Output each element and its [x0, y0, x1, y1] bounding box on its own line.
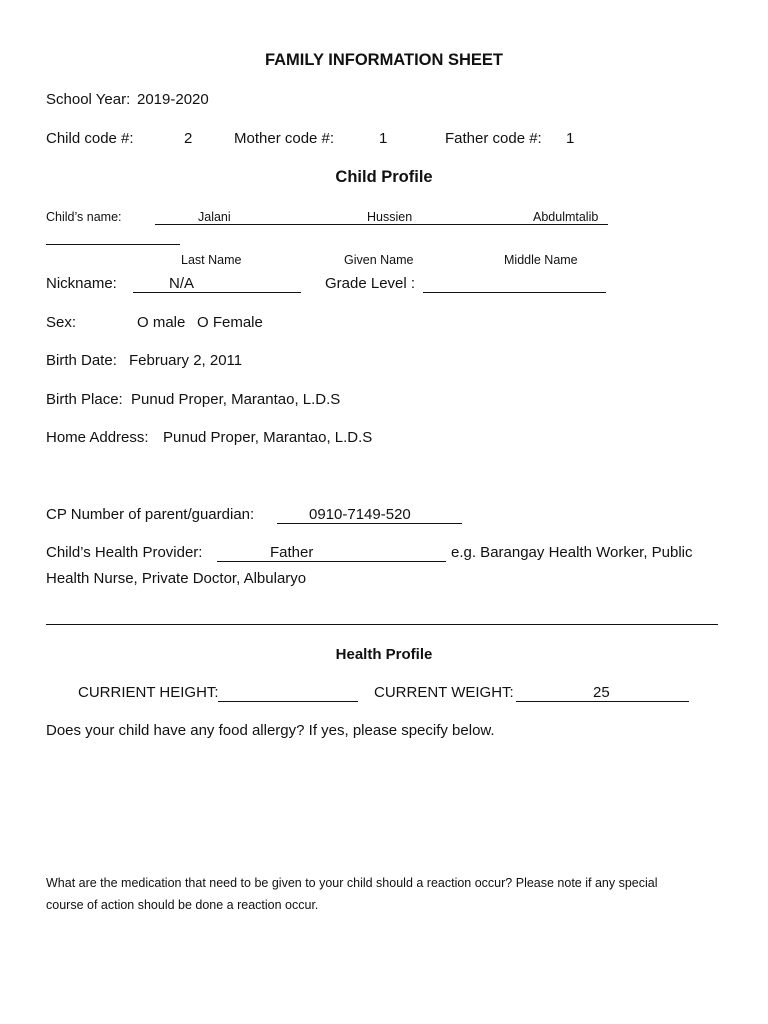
cp-number-value: 0910-7149-520: [309, 506, 411, 523]
nickname-underline: [133, 292, 301, 293]
last-name-caption: Last Name: [181, 253, 242, 267]
child-code-value: 2: [184, 130, 193, 147]
child-name-continuation-line: [46, 244, 180, 245]
height-underline: [218, 701, 358, 702]
weight-label: CURRENT WEIGHT:: [374, 684, 514, 701]
birth-place-value: Punud Proper, Marantao, L.D.S: [131, 391, 341, 408]
height-label: CURRIENT HEIGHT:: [78, 684, 219, 701]
child-profile-heading: Child Profile: [335, 168, 433, 186]
page-title: FAMILY INFORMATION SHEET: [264, 51, 504, 69]
home-address-value: Punud Proper, Marantao, L.D.S: [163, 429, 373, 446]
middle-name-caption: Middle Name: [504, 253, 578, 267]
health-profile-heading: Health Profile: [335, 646, 433, 663]
sex-label: Sex:: [46, 314, 77, 331]
allergy-question: Does your child have any food allergy? If yes, please specify below.: [46, 722, 495, 739]
birth-date-label: Birth Date:: [46, 352, 117, 369]
medication-question-continued: course of action should be done a reaction occur.: [46, 898, 319, 912]
child-code-label: Child code #:: [46, 130, 134, 147]
mother-code-label: Mother code #:: [234, 130, 335, 147]
nickname-label: Nickname:: [46, 275, 117, 292]
grade-level-underline: [423, 292, 606, 293]
medication-question: What are the medication that need to be given to your child should a reaction occur? Please note if any special: [46, 876, 658, 890]
school-year-label: School Year:: [46, 91, 131, 108]
child-last-name-value: Jalani: [198, 210, 231, 224]
sex-option-female[interactable]: O Female: [197, 314, 263, 331]
child-name-label: Child’s name:: [46, 210, 122, 224]
mother-code-value: 1: [379, 130, 388, 147]
given-name-caption: Given Name: [344, 253, 414, 267]
child-middle-name-value: Abdulmtalib: [533, 210, 599, 224]
health-provider-value: Father: [270, 544, 314, 561]
father-code-label: Father code #:: [445, 130, 542, 147]
section-divider: [46, 624, 718, 625]
birth-date-value: February 2, 2011: [129, 352, 243, 369]
health-provider-examples-continued: Health Nurse, Private Doctor, Albularyo: [46, 570, 307, 587]
father-code-value: 1: [566, 130, 575, 147]
weight-value: 25: [593, 684, 610, 701]
health-provider-label: Child’s Health Provider:: [46, 544, 203, 561]
health-provider-underline: [217, 561, 446, 562]
grade-level-label: Grade Level :: [325, 275, 416, 292]
sex-option-male[interactable]: O male: [137, 314, 186, 331]
school-year-value: 2019-2020: [137, 91, 209, 108]
cp-number-label: CP Number of parent/guardian:: [46, 506, 255, 523]
health-provider-examples: e.g. Barangay Health Worker, Public: [451, 544, 693, 561]
birth-place-label: Birth Place:: [46, 391, 123, 408]
nickname-value: N/A: [169, 275, 195, 292]
home-address-label: Home Address:: [46, 429, 149, 446]
child-given-name-value: Hussien: [367, 210, 413, 224]
